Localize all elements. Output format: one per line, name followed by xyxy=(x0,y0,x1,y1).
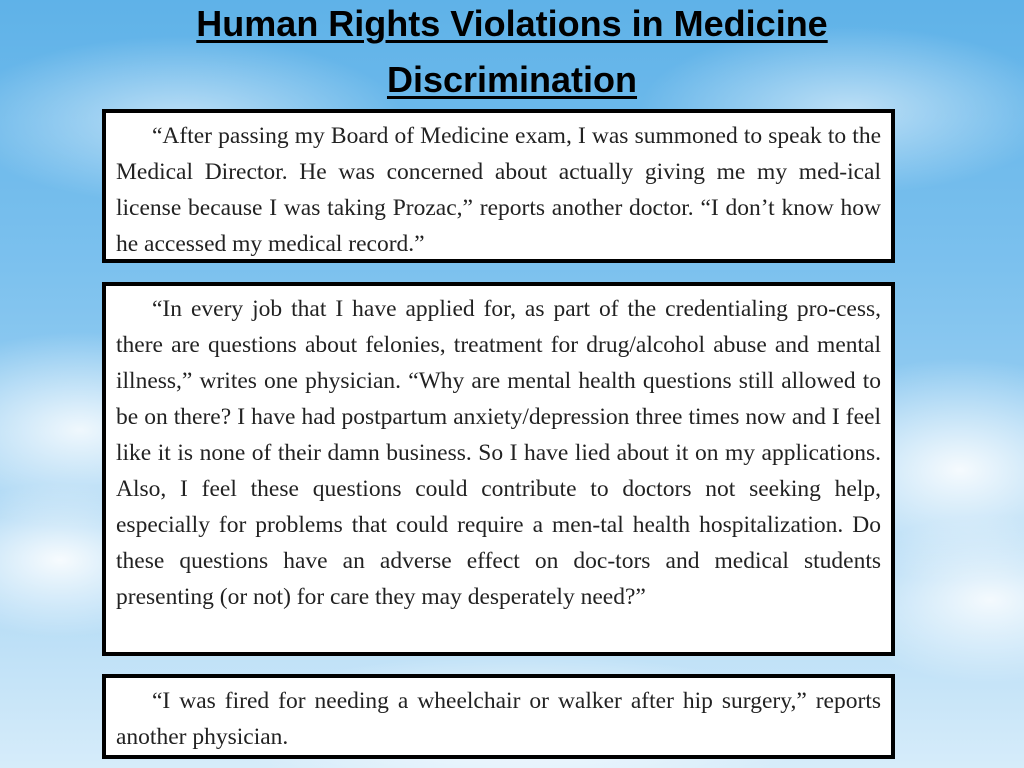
slide-subtitle: Discrimination xyxy=(386,59,638,100)
quote-box-wheelchair xyxy=(102,674,895,759)
quote-box-credentialing xyxy=(102,282,895,656)
quote-box-medical-license xyxy=(102,109,895,263)
quote-text: “I was fired for needing a wheelchair or walker after hip surgery,” reports another physician. xyxy=(116,688,881,750)
quote-text: “In every job that I have applied for, as part of the credentialing pro-cess, there are questions about felonies, treatment for drug/alcohol abuse and mental illness,” writes one physician. “Why are mental health questions still allowed to be on there? I have had postpartum anxiety/depression three times now and I feel like it is none of their damn business. So I have lied about it on my applications. Also, I feel these questions could contribute to doctors not seeking help, especially for problems that could require a men-tal health hospitalization. Do these questions have an adverse effect on doc-tors and medical students presenting (or not) for care they may desperately need?” xyxy=(116,296,881,610)
quote-text: “After passing my Board of Medicine exam, I was summoned to speak to the Medical Director. He was concerned about actually giving me my med-ical license because I was taking Prozac,” reports another doctor. “I don’t know how he accessed my medical record.” xyxy=(116,123,881,257)
slide-title: Human Rights Violations in Medicine xyxy=(196,3,828,44)
